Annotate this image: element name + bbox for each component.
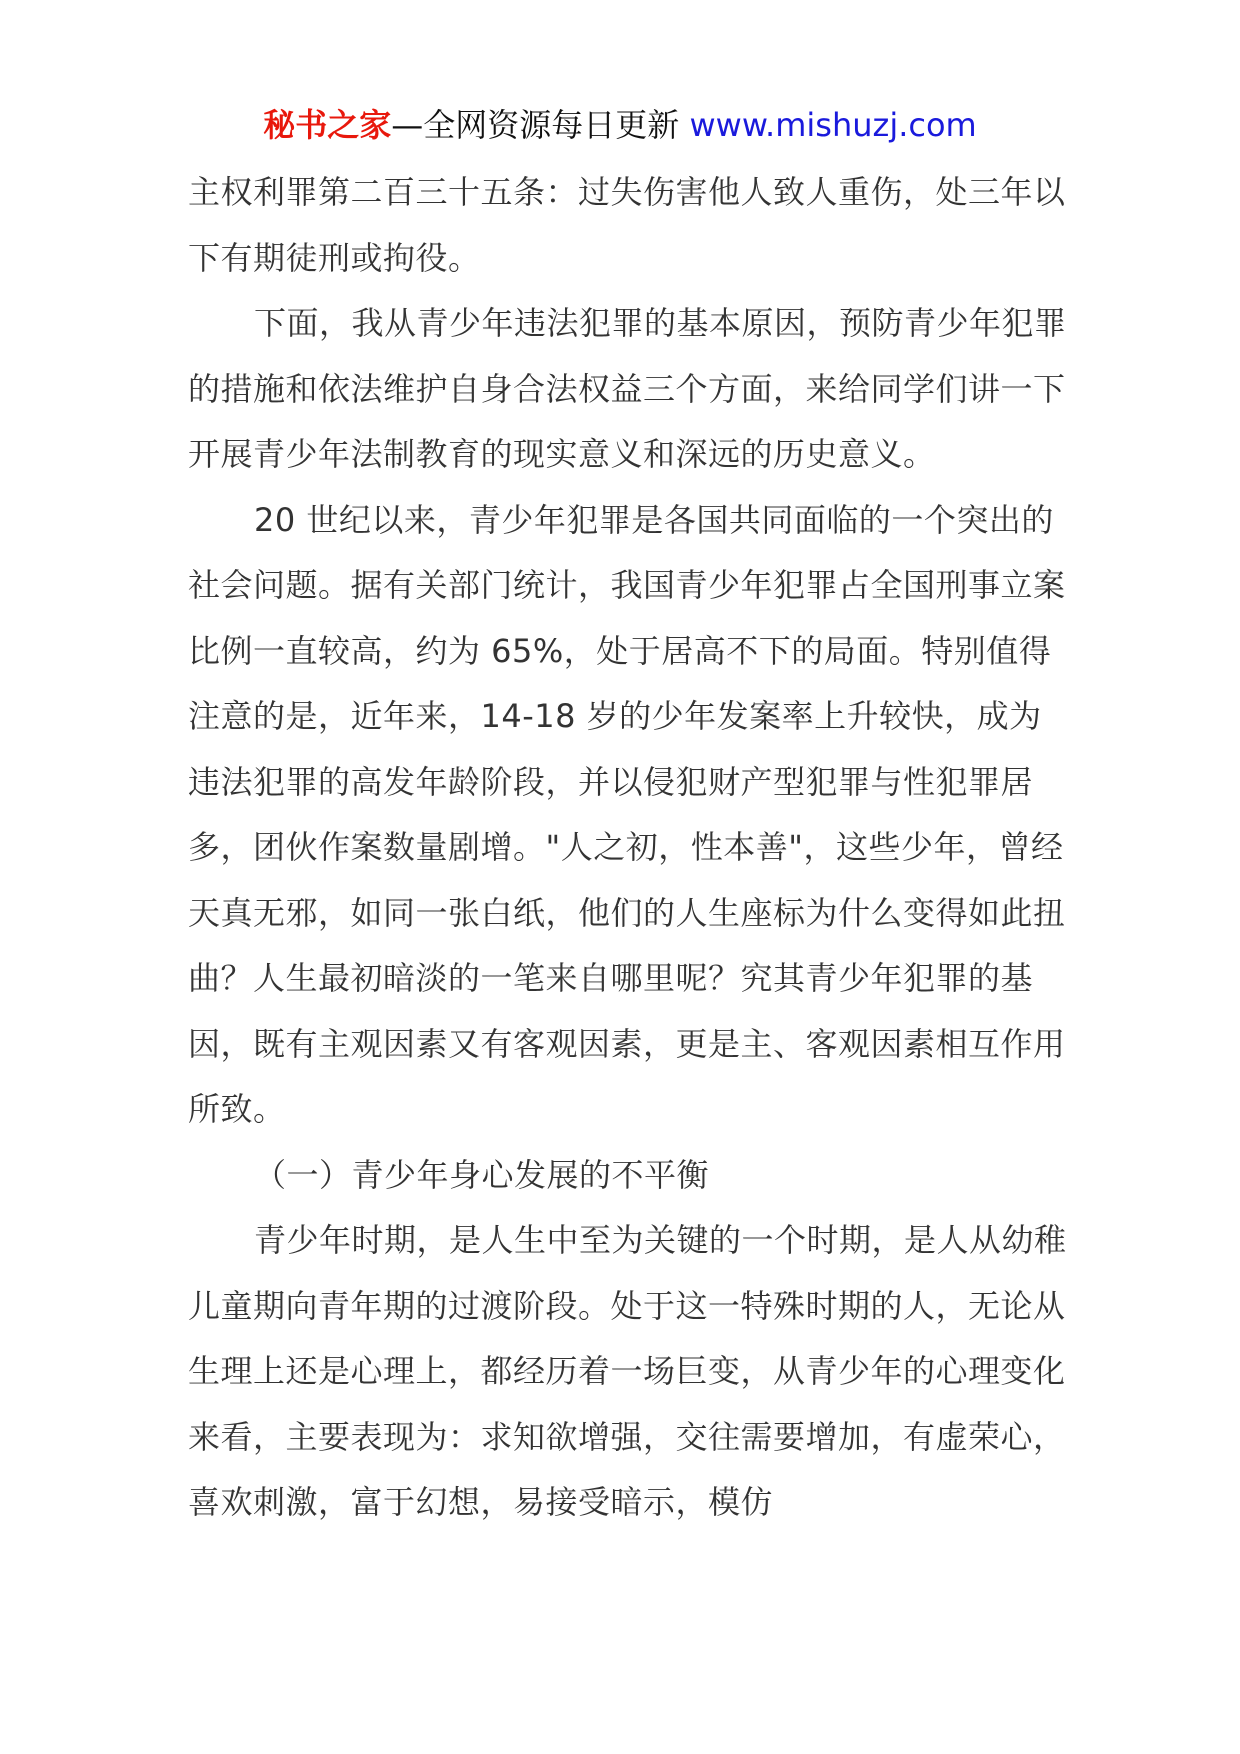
site-header	[0, 100, 1240, 150]
site-url-link[interactable]: www.mishuzj.com	[689, 106, 977, 144]
section-heading: （一）青少年身心发展的不平衡	[254, 1155, 710, 1194]
paragraph-continued: 主权利罪第二百三十五条：过失伤害他人致人重伤，处三年以下有期徒刑或拘役。	[188, 173, 1066, 277]
paragraph-statistics: 20 世纪以来，青少年犯罪是各国共同面临的一个突出的社会问题。据有关部门统计，我国青少年犯罪占全国刑事立案比例一直较高，约为 65%，处于居高不下的局面。特别值得注意的是，近年来，14-18 岁的少年发案率上升较快，成为违法犯罪的高发年龄阶段，并以侵犯财产型犯罪与性犯罪居多，团伙作案数量剧增。"人之初，性本善"，这些少年，曾经天真无邪，如同一张白纸，他们的人生座标为什么变得如此扭曲？人生最初暗淡的一笔来自哪里呢？究其青少年犯罪的基因，既有主观因素又有客观因素，更是主、客观因素相互作用所致。	[188, 500, 1066, 1128]
site-brand: 秘书之家	[263, 106, 392, 144]
document-body	[188, 160, 1068, 1536]
site-slogan: —全网资源每日更新	[391, 106, 690, 144]
paragraph-youth-period: 青少年时期，是人生中至为关键的一个时期，是人从幼稚儿童期向青年期的过渡阶段。处于这一特殊时期的人，无论从生理上还是心理上，都经历着一场巨变，从青少年的心理变化来看，主要表现为：求知欲增强，交往需要增加，有虚荣心，喜欢刺激，富于幻想，易接受暗示，模仿	[188, 1221, 1067, 1521]
paragraph-intro: 下面，我从青少年违法犯罪的基本原因，预防青少年犯罪的措施和依法维护自身合法权益三个方面，来给同学们讲一下开展青少年法制教育的现实意义和深远的历史意义。	[188, 304, 1067, 473]
